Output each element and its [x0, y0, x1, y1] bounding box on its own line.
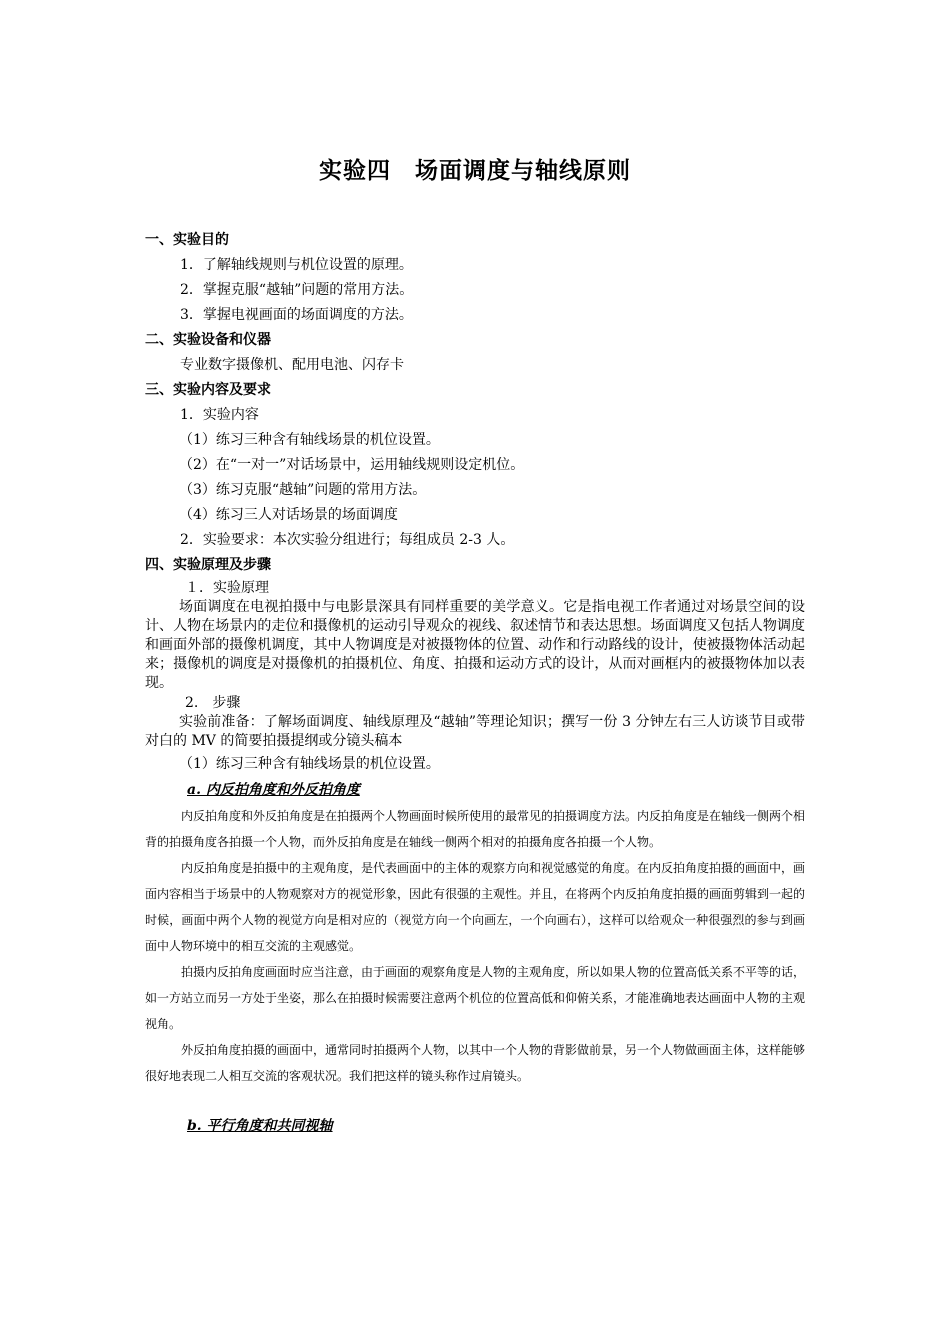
page-title: 实验四 场面调度与轴线原则 — [319, 158, 631, 184]
steps-label: 2. 步骤 — [185, 695, 241, 711]
section-heading-purpose: 一、实验目的 — [145, 232, 229, 248]
principle-paragraph: 场面调度在电视拍摄中与电影景深具有同样重要的美学意义。它是指电视工作者通过对场景空间的设计、人物在场景内的走位和摄像机的运动引导观众的视线、叙述情节和表达思想。场面调度又包括人物调度和画面外部的摄像机调度，其中人物调度是对被摄物体的位置、动作和行动路线的设计，使被摄物体活动起来；摄像机的调度是对摄像机的拍摄机位、角度、拍摄和运动方式的设计，从而对画框内的被摄物体加以表现。 — [145, 599, 805, 691]
step-item: （1）练习三种含有轴线场景的机位设置。 — [179, 756, 440, 772]
list-item: 2．掌握克服“越轴”问题的常用方法。 — [180, 282, 414, 298]
paragraph: 外反拍角度拍摄的画面中，通常同时拍摄两个人物，以其中一个人物的背影做前景，另一个人物做画面主体，这样能够很好地表现二人相互交流的客观状况。我们把这样的镜头称作过肩镜头。 — [145, 1043, 806, 1083]
list-item: 1．了解轴线规则与机位设置的原理。 — [180, 257, 413, 273]
paragraph: 内反拍角度和外反拍角度是在拍摄两个人物画面时候所使用的最常见的拍摄调度方法。内反拍角度是在轴线一侧两个相背的拍摄角度各拍摄一个人物，而外反拍角度是在轴线一侧两个相对的拍摄角度各拍摄一个人物。 — [145, 809, 806, 849]
subheading-b: b. 平行角度和共同视轴 — [187, 1118, 333, 1134]
section-heading-equipment: 二、实验设备和仪器 — [145, 332, 271, 348]
list-item: （4）练习三人对话场景的场面调度 — [179, 507, 398, 523]
list-item: 1．实验内容 — [180, 407, 259, 423]
list-item: 2．实验要求：本次实验分组进行；每组成员 2-3 人。 — [180, 532, 515, 548]
list-item: 3．掌握电视画面的场面调度的方法。 — [180, 307, 413, 323]
list-item: 专业数字摄像机、配用电池、闪存卡 — [180, 357, 404, 373]
section-heading-principle: 四、实验原理及步骤 — [145, 557, 271, 573]
paragraph: 拍摄内反拍角度画面时应当注意，由于画面的观察角度是人物的主观角度，所以如果人物的位置高低关系不平等的话，如一方站立而另一方处于坐姿，那么在拍摄时候需要注意两个机位的位置高低和仰俯关系，才能准确地表达画面中人物的主观视角。 — [145, 965, 806, 1031]
prep-paragraph: 实验前准备：了解场面调度、轴线原理及“越轴”等理论知识；撰写一份 3 分钟左右三人访谈节目或带对白的 MV 的简要拍摄提纲或分镜头稿本 — [145, 714, 805, 749]
paragraph: 内反拍角度是拍摄中的主观角度，是代表画面中的主体的观察方向和视觉感觉的角度。在内反拍角度拍摄的画面中，画面内容相当于场景中的人物观察对方的视觉形象，因此有很强的主观性。并且，在将两个内反拍角度拍摄的画面剪辑到一起的时候，画面中两个人物的视觉方向是相对应的（视觉方向一个向画左，一个向画右），这样可以给观众一种很强烈的参与到画面中人物环境中的相互交流的主观感觉。 — [145, 861, 806, 953]
subheading-a: a. 内反拍角度和外反拍角度 — [187, 782, 360, 798]
section-heading-content: 三、实验内容及要求 — [145, 382, 271, 398]
spacer — [145, 1089, 805, 1113]
principle-label: １．实验原理 — [185, 580, 269, 596]
list-item: （2）在“一对一”对话场景中，运用轴线规则设定机位。 — [179, 457, 525, 473]
document-body — [145, 228, 805, 1139]
list-item: （1）练习三种含有轴线场景的机位设置。 — [179, 432, 440, 448]
list-item: （3）练习克服“越轴”问题的常用方法。 — [179, 482, 427, 498]
